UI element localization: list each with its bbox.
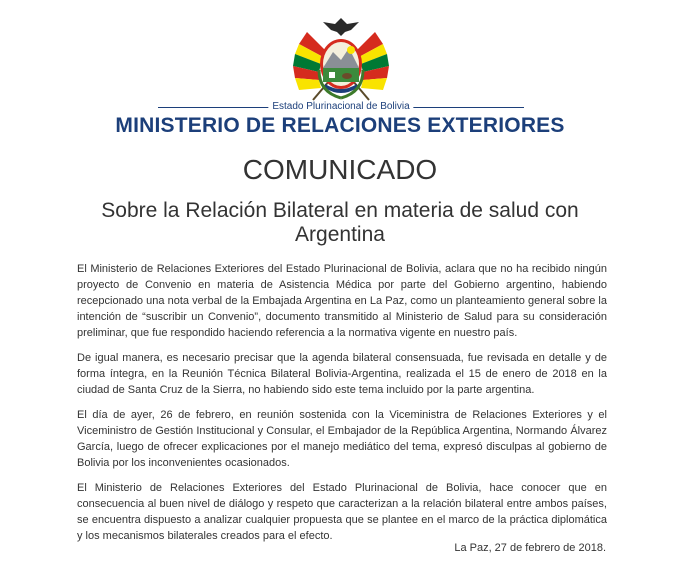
- paragraph-3: El día de ayer, 26 de febrero, en reunión sostenida con la Viceministra de Relaciones Exteriores y el Viceministro de Gestión Institucional y Consular, el Embajador de la República Argentina, Normando Álvarez García, luego de ofrecer explicaciones por el manejo mediático del tema, expresó disculpas al gobierno de Bolivia por los inconvenientes ocasionados.: [77, 409, 607, 469]
- paragraph-1: El Ministerio de Relaciones Exteriores del Estado Plurinacional de Bolivia, aclara que no ha recibido ningún proyecto de Convenio en materia de Asistencia Médica por parte del Gobierno argentino, habiendo recepcionado una nota verbal de la Embajada Argentina en La Paz, como un planteamiento general sobre la intención de “suscribir un Convenio”, documento transmitido al Ministerio de Salud para su consideración preliminar, que fue respondido haciendo referencia a la normativa vigente en nuestro país.: [77, 263, 607, 339]
- paragraph-4: El Ministerio de Relaciones Exteriores del Estado Plurinacional de Bolivia, hace conocer que en consecuencia al buen nivel de diálogo y respeto que caracterizan a la relación bilateral entre ambos países, se encuentra dispuesto a analizar cualquier propuesta que se plantee en el marco de la práctica diplomática y los mecanismos bilaterales creados para el efecto.: [77, 482, 607, 542]
- document-title: COMUNICADO: [242, 154, 438, 185]
- state-name-line: [158, 101, 524, 113]
- document-subtitle: Sobre la Relación Bilateral en materia de salud con Argentina: [101, 199, 579, 246]
- document-body: [77, 261, 607, 553]
- place-and-date: La Paz, 27 de febrero de 2018.: [454, 542, 606, 554]
- bolivia-coat-of-arms-icon: [289, 14, 393, 106]
- state-name: Estado Plurinacional de Bolivia: [268, 101, 413, 113]
- ministry-name: MINISTERIO DE RELACIONES EXTERIORES: [115, 114, 565, 137]
- paragraph-2: De igual manera, es necesario precisar que la agenda bilateral consensuada, fue revisada en detalle y de forma íntegra, en la Reunión Técnica Bilateral Bolivia-Argentina, realizada el 15 de enero de 2018 en la ciudad de Santa Cruz de la Sierra, no habiendo sido este tema incluido por la parte argentina.: [77, 352, 607, 396]
